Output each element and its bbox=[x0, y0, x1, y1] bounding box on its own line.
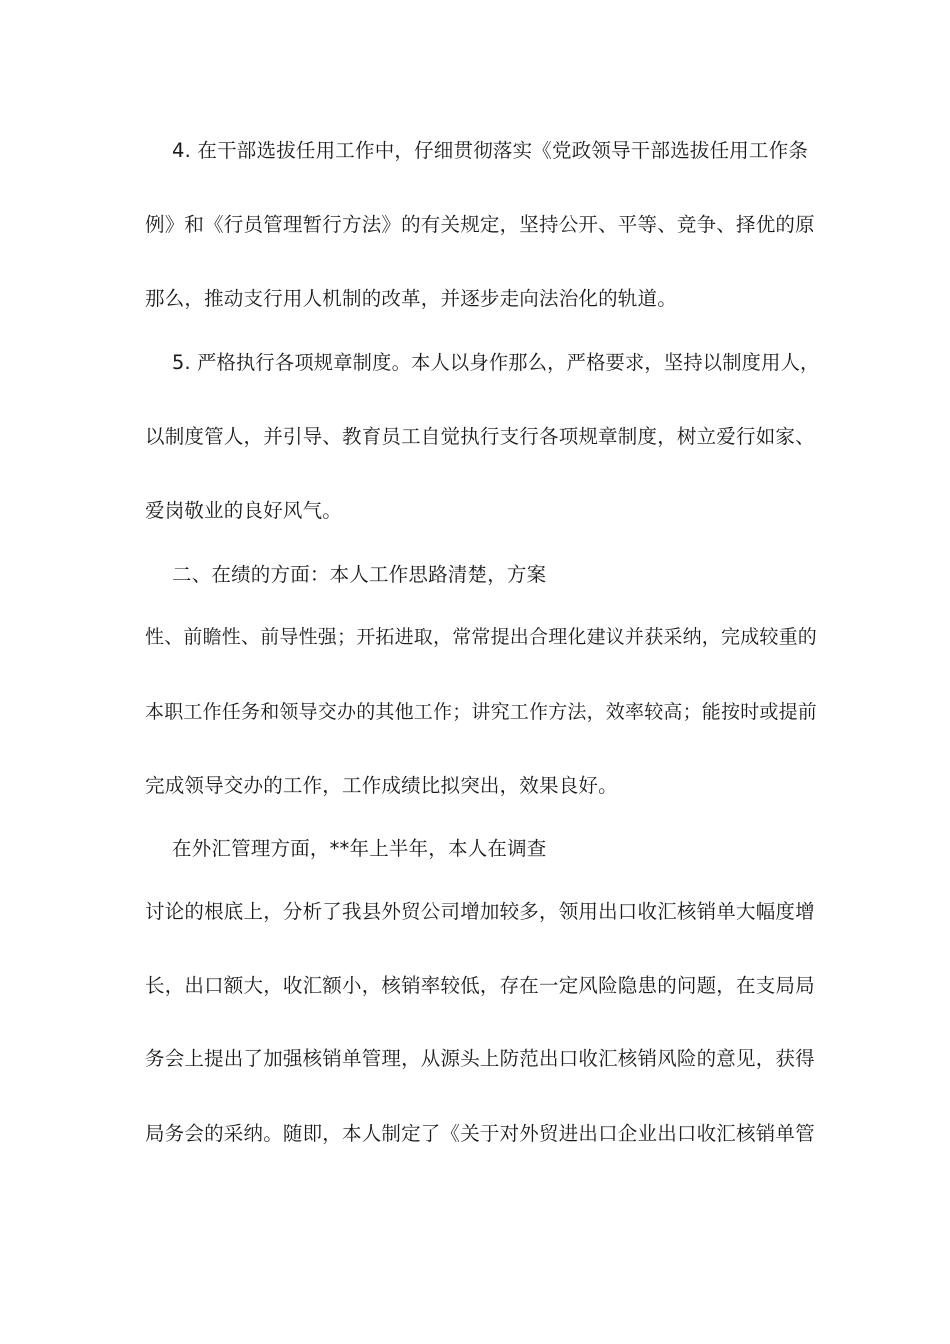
text-line-9: 本职工作任务和领导交办的其他工作；讲究工作方法，效率较高；能按时或提前 bbox=[145, 701, 818, 723]
text-line-12: 讨论的根底上，分析了我县外贸公司增加较多，领用出口收汇核销单大幅度增 bbox=[145, 900, 815, 923]
text-line-14: 务会上提出了加强核销单管理，从源头上防范出口收汇核销风险的意见，获得 bbox=[145, 1047, 815, 1070]
text-line-1: 4. 在干部选拔任用工作中，仔细贯彻落实《党政领导干部选拔任用工作条 bbox=[172, 139, 809, 162]
text-line-3: 那么，推动支行用人机制的改革，并逐步走向法治化的轨道。 bbox=[145, 287, 677, 310]
text-line-2: 例》和《行员管理暂行方法》的有关规定，坚持公开、平等、竞争、择优的原 bbox=[145, 213, 815, 236]
text-line-4: 5. 严格执行各项规章制度。本人以身作那么，严格要求，坚持以制度用人， bbox=[172, 351, 820, 374]
text-line-10: 完成领导交办的工作，工作成绩比拟突出，效果良好。 bbox=[145, 774, 618, 797]
text-line-6: 爱岗敬业的良好风气。 bbox=[145, 499, 343, 522]
text-line-7: 二、在绩的方面：本人工作思路清楚，方案 bbox=[172, 563, 547, 586]
text-line-11: 在外汇管理方面，**年上半年，本人在调查 bbox=[172, 837, 547, 860]
text-line-15: 局务会的采纳。随即，本人制定了《关于对外贸进出口企业出口收汇核销单管 bbox=[145, 1122, 815, 1145]
text-line-5: 以制度管人，并引导、教育员工自觉执行支行各项规章制度，树立爱行如家、 bbox=[145, 425, 815, 448]
text-line-8: 性、前瞻性、前导性强；开拓进取，常常提出合理化建议并获采纳，完成较重的 bbox=[145, 626, 818, 648]
text-line-13: 长，出口额大，收汇额小，核销率较低，存在一定风险隐患的问题，在支局局 bbox=[145, 974, 815, 997]
